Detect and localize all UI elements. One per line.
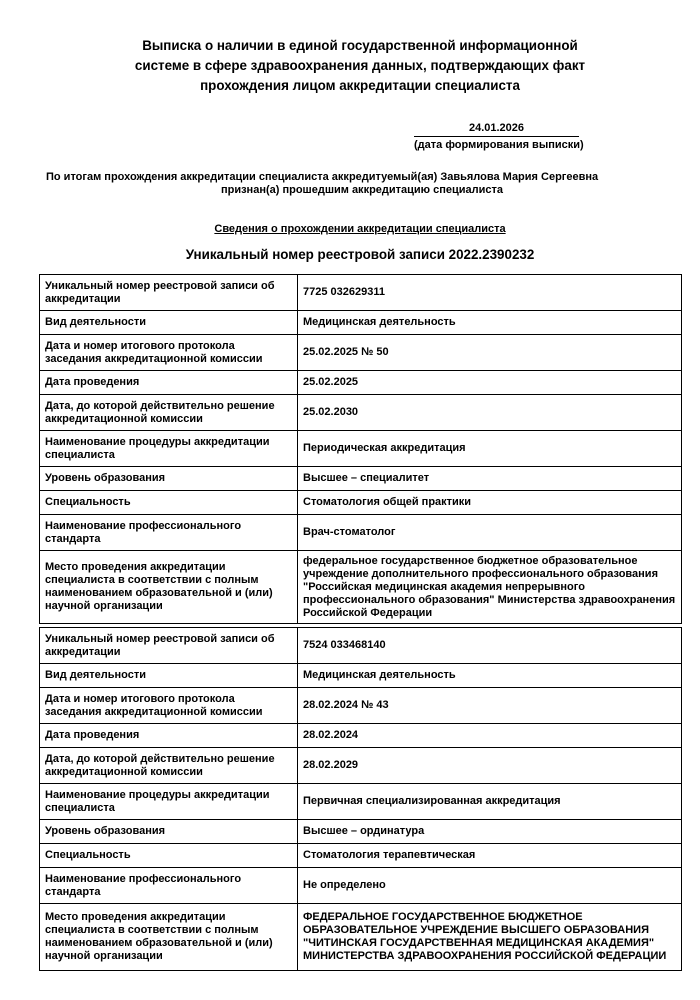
row-value: Периодическая аккредитация: [298, 431, 682, 467]
document-title: [0, 36, 700, 96]
accreditation-record-table: [39, 274, 682, 624]
table-row: [40, 688, 682, 724]
row-value: 28.02.2029: [298, 748, 682, 784]
table-row: [40, 868, 682, 904]
registry-number-heading: Уникальный номер реестровой записи 2022.2390232: [185, 247, 535, 262]
row-label: Место проведения аккредитации специалиста в соответствии с полным наименованием образовательной и (или) научной организации: [40, 904, 298, 971]
row-label: Уникальный номер реестровой записи об аккредитации: [40, 628, 298, 664]
row-value: Медицинская деятельность: [298, 664, 682, 688]
document-title-line: Выписка о наличии в единой государственной информационной: [142, 38, 578, 53]
row-value: 28.02.2024: [298, 724, 682, 748]
row-label: Дата, до которой действительно решение аккредитационной комиссии: [40, 395, 298, 431]
row-label: Уровень образования: [40, 820, 298, 844]
row-label: Дата проведения: [40, 371, 298, 395]
row-label: Наименование процедуры аккредитации специалиста: [40, 431, 298, 467]
row-value: Стоматология общей практики: [298, 491, 682, 515]
row-label: Вид деятельности: [40, 311, 298, 335]
row-value: ФЕДЕРАЛЬНОЕ ГОСУДАРСТВЕННОЕ БЮДЖЕТНОЕ ОБРАЗОВАТЕЛЬНОЕ УЧРЕЖДЕНИЕ ВЫСШЕГО ОБРАЗОВАНИЯ "ЧИТИНСКАЯ ГОСУДАРСТВЕННАЯ МЕДИЦИНСКАЯ АКАДЕМИЯ" МИНИСТЕРСТВА ЗДРАВООХРАНЕНИЯ РОССИЙСКОЙ ФЕДЕРАЦИИ: [298, 904, 682, 971]
table-row: [40, 275, 682, 311]
row-label: Уровень образования: [40, 467, 298, 491]
row-value: 25.02.2025 № 50: [298, 335, 682, 371]
row-label: Дата и номер итогового протокола заседания аккредитационной комиссии: [40, 335, 298, 371]
table-row: [40, 551, 682, 624]
table-row: [40, 664, 682, 688]
row-label: Дата, до которой действительно решение аккредитационной комиссии: [40, 748, 298, 784]
table-row: [40, 784, 682, 820]
section-heading: Сведения о прохождении аккредитации специалиста: [214, 223, 506, 235]
table-row: [40, 467, 682, 491]
row-value: 25.02.2030: [298, 395, 682, 431]
row-value: 7725 032629311: [298, 275, 682, 311]
extract-date-caption: (дата формирования выписки): [414, 139, 584, 151]
row-value: Не определено: [298, 868, 682, 904]
row-value: Высшее – специалитет: [298, 467, 682, 491]
row-label: Специальность: [40, 844, 298, 868]
row-value: Медицинская деятельность: [298, 311, 682, 335]
row-value: федеральное государственное бюджетное образовательное учреждение дополнительного профессионального образования "Российская медицинская академия непрерывного профессионального образования" Министерства здравоохранения Российской Федерации: [298, 551, 682, 624]
accreditation-record-table: [39, 627, 682, 971]
row-value: Первичная специализированная аккредитация: [298, 784, 682, 820]
table-row: [40, 820, 682, 844]
table-row: [40, 491, 682, 515]
table-row: [40, 628, 682, 664]
extract-date-value: 24.01.2026: [414, 121, 579, 137]
row-label: Наименование профессионального стандарта: [40, 868, 298, 904]
intro-statement: [0, 171, 700, 197]
table-row: [40, 844, 682, 868]
row-label: Специальность: [40, 491, 298, 515]
table-row: [40, 335, 682, 371]
row-value: Стоматология терапевтическая: [298, 844, 682, 868]
table-row: [40, 395, 682, 431]
document-title-line: прохождения лицом аккредитации специалиста: [200, 78, 520, 93]
table-row: [40, 748, 682, 784]
row-label: Уникальный номер реестровой записи об аккредитации: [40, 275, 298, 311]
row-label: Дата и номер итогового протокола заседания аккредитационной комиссии: [40, 688, 298, 724]
row-label: Дата проведения: [40, 724, 298, 748]
table-row: [40, 311, 682, 335]
row-label: Место проведения аккредитации специалиста в соответствии с полным наименованием образовательной и (или) научной организации: [40, 551, 298, 624]
document-title-line: системе в сфере здравоохранения данных, подтверждающих факт: [134, 58, 586, 73]
row-value: 7524 033468140: [298, 628, 682, 664]
table-row: [40, 724, 682, 748]
row-value: Высшее – ординатура: [298, 820, 682, 844]
table-row: [40, 431, 682, 467]
table-row: [40, 904, 682, 971]
intro-line: признан(а) прошедшим аккредитацию специалиста: [220, 184, 504, 196]
row-label: Наименование профессионального стандарта: [40, 515, 298, 551]
row-value: 25.02.2025: [298, 371, 682, 395]
row-label: Наименование процедуры аккредитации специалиста: [40, 784, 298, 820]
row-value: 28.02.2024 № 43: [298, 688, 682, 724]
table-row: [40, 515, 682, 551]
intro-line: По итогам прохождения аккредитации специалиста аккредитуемый(ая) Завьялова Мария Сергеевна: [46, 171, 599, 183]
extract-date-block: [414, 121, 584, 152]
row-label: Вид деятельности: [40, 664, 298, 688]
table-row: [40, 371, 682, 395]
row-value: Врач-стоматолог: [298, 515, 682, 551]
